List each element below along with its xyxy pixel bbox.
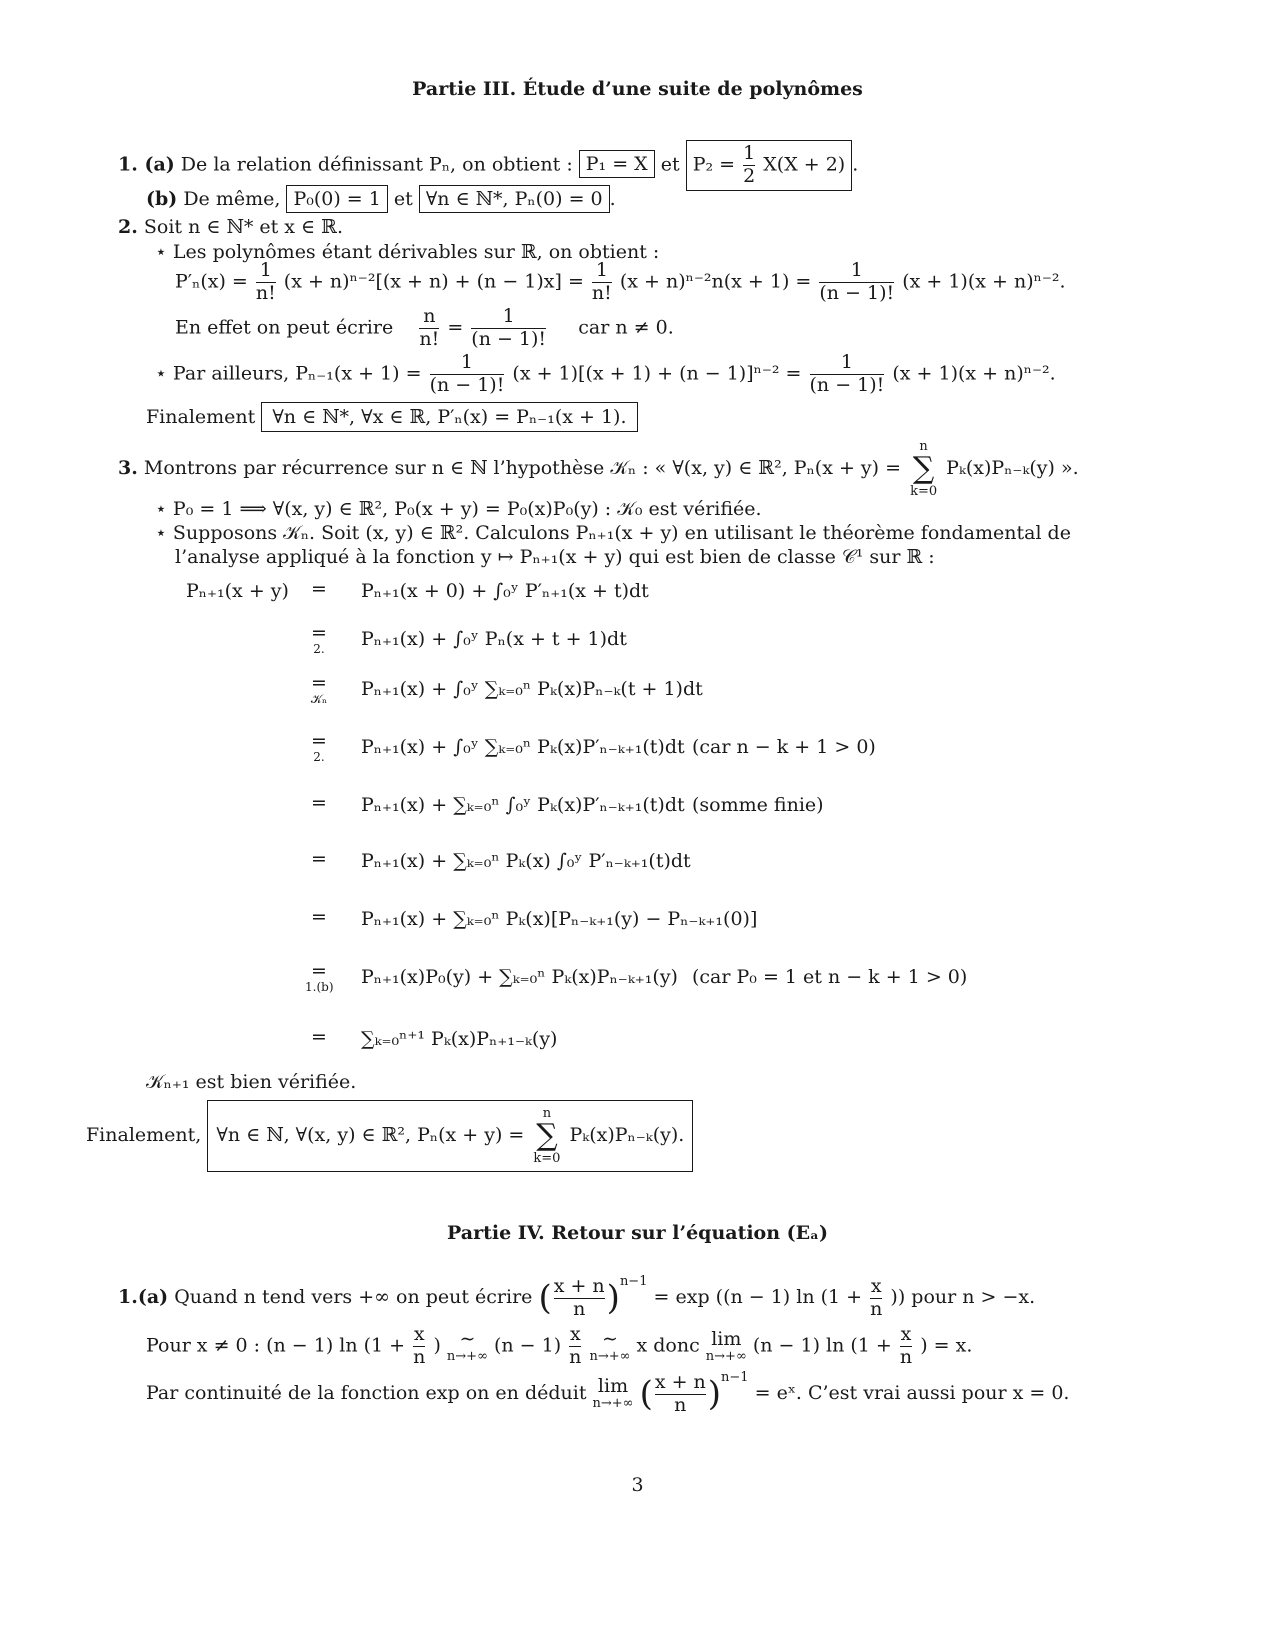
q3-star2-l1: ⋆ Supposons 𝒦ₙ. Soit (x, y) ∈ ℝ². Calculons Pₙ₊₁(x + y) en utilisant le théorème fondamental de [155, 522, 1071, 544]
relation-symbol: = [311, 622, 327, 644]
q2-eq1-frac2 [592, 260, 612, 305]
relation-justification: 2. [313, 642, 325, 656]
q2-eq1-a: P′ₙ(x) = [175, 270, 248, 293]
derivation-relation [305, 624, 333, 655]
q3-star1: ⋆ P₀ = 1 ⟹ ∀(x, y) ∈ ℝ², P₀(x + y) = P₀(x)P₀(y) : 𝒦₀ est vérifiée. [155, 498, 762, 520]
relation-symbol: = [311, 730, 327, 752]
q3-final [86, 1100, 693, 1172]
q3-text: Montrons par récurrence sur n ∈ ℕ l’hypothèse 𝒦ₙ : « ∀(x, y) ∈ ℝ², Pₙ(x + y) = [143, 456, 902, 479]
p4-l2-b: ) [433, 1334, 441, 1357]
q2-eq1-d: (x + 1)(x + n)ⁿ⁻². [902, 270, 1066, 293]
lim-word: lim [711, 1327, 742, 1350]
sum-symbol: ∑ [536, 1118, 558, 1153]
derivation-rhs: Pₙ₊₁(x) + ∑ₖ₌₀ⁿ Pₖ(x) ∫₀ʸ P′ₙ₋ₖ₊₁(t)dt [361, 850, 691, 872]
q1a-line: 1. (a) De la relation définissant Pₙ, on obtient : P₁ = X et P₂ = $\frac{1}{2}$ X(X + 2) . [118, 140, 858, 191]
q1a-box2-fraction [743, 143, 755, 188]
derivation-relation [305, 580, 333, 599]
frac-num: x [870, 1274, 882, 1297]
q2-effet-a: En effet on peut écrire [175, 316, 394, 339]
p4-l2-c: (n − 1) [493, 1334, 562, 1357]
p4-q1a-text: Quand n tend vers +∞ on peut écrire [174, 1286, 533, 1308]
part4-title: Partie IV. Retour sur l’équation (Eₐ) [447, 1222, 828, 1244]
sum-bottom: k=0 [533, 1150, 561, 1166]
q2-line [118, 216, 343, 240]
p4-l2-frac1 [413, 1324, 425, 1369]
p4-q1a-line: 1.(a) Quand n tend vers +∞ on peut écrire ( $\frac{x + n}{n}$ )$^{n-1}$ = exp ((n − 1) ln (1 + $\frac{x}{n}$ )) pour n > −x. [118, 1274, 1036, 1320]
q1a-box2 [686, 140, 853, 191]
lim-word: lim [597, 1375, 629, 1398]
derivation-rhs: Pₙ₊₁(x) + ∫₀ʸ ∑ₖ₌₀ⁿ Pₖ(x)Pₙ₋ₖ(t + 1)dt [361, 678, 703, 700]
frac-num: 1 [850, 259, 863, 281]
derivation-rhs: Pₙ₊₁(x) + ∫₀ʸ Pₙ(x + t + 1)dt [361, 628, 627, 650]
q1a-box1: P₁ = X [579, 150, 655, 178]
frac-num: n [423, 305, 436, 327]
p4-l3-frac [655, 1372, 706, 1417]
frac-den: n [655, 1394, 706, 1417]
q2-eq1-c: (x + n)ⁿ⁻²n(x + 1) = [619, 270, 812, 293]
relation-symbol: = [311, 848, 327, 870]
q2-effet-frac1 [419, 306, 439, 351]
q2-eq1-frac3 [819, 260, 894, 305]
q2-star2-c: (x + 1)(x + n)ⁿ⁻². [892, 362, 1056, 385]
q2-star1: ⋆ Les polynômes étant dérivables sur ℝ, on obtient : [155, 241, 660, 263]
derivation-relation [305, 962, 333, 993]
relation-symbol: = [311, 906, 327, 928]
relation-symbol: = [311, 960, 327, 982]
p4-l2-equiv1 [447, 1329, 488, 1364]
equiv-sub: n→+∞ [446, 1348, 488, 1364]
relation-symbol: = [311, 792, 327, 814]
q1b-et: et [393, 188, 413, 210]
frac-den: (n − 1)! [471, 327, 547, 350]
q1a-box2-post: X(X + 2) [763, 153, 846, 176]
q1a-box2-pre: P₂ = [692, 153, 736, 176]
derivation-relation [305, 794, 333, 813]
frac-den: n [413, 1345, 426, 1368]
q2-star2-frac1 [430, 352, 505, 397]
q1b-box1: P₀(0) = 1 [286, 185, 387, 213]
p4-line2 [146, 1324, 972, 1369]
q2-eq1-frac1 [256, 260, 276, 305]
derivation-relation [305, 674, 333, 705]
q2-star2-b: (x + 1)[(x + 1) + (n − 1)]ⁿ⁻² = [512, 362, 802, 385]
q3-text-end: Pₖ(x)Pₙ₋ₖ(y) ». [946, 456, 1079, 479]
q3-verified: 𝒦ₙ₊₁ est bien vérifiée. [146, 1071, 357, 1093]
q3-sum [910, 440, 937, 498]
derivation-note: (car n − k + 1 > 0) [692, 736, 876, 758]
p4-l2-lim [706, 1329, 747, 1364]
p4-l2-d: x donc [636, 1334, 700, 1357]
frac-den: n! [255, 281, 276, 304]
derivation-rhs: Pₙ₊₁(x) + ∫₀ʸ ∑ₖ₌₀ⁿ Pₖ(x)P′ₙ₋ₖ₊₁(t)dt [361, 736, 685, 758]
p4-l2-e: (n − 1) ln (1 + [752, 1334, 892, 1357]
p4-l2-frac3 [900, 1324, 912, 1369]
frac-den: n! [591, 281, 612, 304]
frac-num: x [569, 1323, 581, 1345]
derivation-rhs: Pₙ₊₁(x) + ∑ₖ₌₀ⁿ Pₖ(x)[Pₙ₋ₖ₊₁(y) − Pₙ₋ₖ₊₁(0)] [361, 908, 758, 930]
q2-eq1 [175, 260, 1066, 305]
frac-den: n [870, 1297, 883, 1320]
relation-justification: 1.(b) [305, 980, 334, 994]
p4-q1a-number: 1.(a) [118, 1286, 169, 1308]
frac-den: n! [419, 327, 440, 350]
q3-star2-l2: l’analyse appliqué à la fonction y ↦ Pₙ₊₁(x + y) qui est bien de classe 𝒞¹ sur ℝ : [175, 546, 935, 568]
relation-symbol: = [311, 672, 327, 694]
derivation-relation [305, 850, 333, 869]
frac-num: x [900, 1323, 912, 1345]
q1b-box2: ∀n ∈ ℕ*, Pₙ(0) = 0 [419, 185, 610, 213]
p4-q1a-end: )) pour n > −x. [890, 1286, 1036, 1308]
frac-den: (n − 1)! [429, 373, 505, 396]
page-number: 3 [631, 1474, 644, 1496]
q3-final-box [207, 1100, 693, 1172]
q2-final-a: Finalement [146, 406, 256, 428]
q2-effet [175, 306, 674, 351]
derivation-relation [305, 732, 333, 763]
frac-num: 1 [595, 259, 608, 281]
frac-num: 1 [460, 351, 473, 373]
q2-effet-frac2 [471, 306, 546, 351]
p4-l2-a: Pour x ≠ 0 : (n − 1) ln (1 + [146, 1334, 406, 1357]
frac-num: x + n [654, 1370, 706, 1393]
relation-symbol: = [311, 578, 327, 600]
frac-den: 2 [743, 164, 756, 187]
p4-l2-frac2 [569, 1324, 581, 1369]
sum-symbol: ∑ [912, 451, 935, 486]
q2-effet-b: car n ≠ 0. [578, 316, 674, 339]
p4-q1a-eq: = exp ((n − 1) ln (1 + [653, 1286, 863, 1308]
frac-den: (n − 1)! [819, 281, 895, 304]
q1a-number: 1. (a) [118, 153, 175, 176]
q2-star2-frac2 [810, 352, 885, 397]
frac-den: (n − 1)! [809, 373, 885, 396]
p4-l3-power: n−1 [721, 1370, 749, 1385]
derivation-rhs: Pₙ₊₁(x) + ∑ₖ₌₀ⁿ ∫₀ʸ Pₖ(x)P′ₙ₋ₖ₊₁(t)dt [361, 794, 685, 816]
equiv-symbol: ∼ [459, 1327, 476, 1350]
sum-bottom: k=0 [910, 483, 938, 499]
derivation-relation [305, 908, 333, 927]
p4-line3: Par continuité de la fonction exp on en déduit lim n→+∞ ( $\frac{x + n}{n}$ )$^{n-1}$ = eˣ. C’est vrai aussi pour x = 0. [146, 1370, 1070, 1416]
q3-final-box-a: ∀n ∈ ℕ, ∀(x, y) ∈ ℝ², Pₙ(x + y) = [216, 1123, 525, 1146]
relation-symbol: = [311, 1026, 327, 1048]
q2-eq1-b: (x + n)ⁿ⁻²[(x + n) + (n − 1)x] = [283, 270, 584, 293]
frac-num: 1 [743, 142, 756, 164]
p4-q1a-frac [554, 1276, 605, 1321]
frac-num: 1 [840, 351, 853, 373]
frac-num: x + n [553, 1274, 605, 1297]
q1a-text: De la relation définissant Pₙ, on obtient : [180, 153, 573, 176]
derivation-note: (somme finie) [692, 794, 824, 816]
q3-statement [118, 440, 1079, 498]
q2-text: Soit n ∈ ℕ* et x ∈ ℝ. [143, 216, 343, 238]
q3-final-a: Finalement, [86, 1123, 202, 1146]
sum-top: n [542, 1106, 552, 1121]
p4-l3-a: Par continuité de la fonction exp on en déduit [146, 1382, 587, 1404]
sum-top: n [919, 439, 928, 454]
relation-justification: 𝒦ₙ [310, 692, 328, 706]
part3-title: Partie III. Étude d’une suite de polynômes [412, 78, 863, 100]
derivation-rhs: Pₙ₊₁(x + 0) + ∫₀ʸ P′ₙ₊₁(x + t)dt [361, 580, 649, 602]
equiv-sub: n→+∞ [589, 1348, 631, 1364]
q2-final-box: ∀n ∈ ℕ*, ∀x ∈ ℝ, P′ₙ(x) = Pₙ₋₁(x + 1). [261, 402, 637, 432]
frac-den: n [899, 1345, 913, 1368]
p4-q1a-power: n−1 [619, 1274, 648, 1289]
frac-num: 1 [502, 305, 515, 327]
p4-l3-b: = eˣ. C’est vrai aussi pour x = 0. [754, 1382, 1070, 1404]
q2-number: 2. [118, 216, 138, 238]
p4-l2-equiv2 [589, 1329, 630, 1364]
relation-justification: 2. [313, 750, 325, 764]
q1b-number: (b) [146, 188, 178, 210]
q2-star2-a: ⋆ Par ailleurs, Pₙ₋₁(x + 1) = [155, 362, 422, 385]
lim-sub: n→+∞ [592, 1396, 634, 1412]
derivation-note: (car P₀ = 1 et n − k + 1 > 0) [692, 966, 968, 988]
q2-effet-eq: = [447, 316, 464, 339]
q1b-text: De même, [183, 188, 281, 210]
q3-lhs: Pₙ₊₁(x + y) [186, 580, 289, 602]
q2-star2 [155, 352, 1056, 397]
frac-num: x [413, 1323, 425, 1345]
frac-num: 1 [259, 259, 272, 281]
derivation-relation [305, 1028, 333, 1047]
frac-den: n [569, 1345, 582, 1368]
lim-sub: n→+∞ [705, 1348, 747, 1364]
q3-final-box-b: Pₖ(x)Pₙ₋ₖ(y). [569, 1123, 685, 1146]
equiv-symbol: ∼ [602, 1327, 618, 1350]
derivation-rhs: Pₙ₊₁(x)P₀(y) + ∑ₖ₌₀ⁿ Pₖ(x)Pₙ₋ₖ₊₁(y) [361, 966, 678, 988]
p4-l3-lim [593, 1376, 634, 1411]
q2-final [146, 406, 638, 430]
q1b-line: (b) De même, P₀(0) = 1 et ∀n ∈ ℕ*, Pₙ(0) = 0 . [146, 188, 616, 212]
q1a-et: et [660, 153, 680, 176]
q3-final-sum [533, 1107, 560, 1165]
p4-q1a-frac2 [870, 1276, 882, 1321]
p4-l2-f: ) = x. [920, 1334, 973, 1357]
derivation-rhs: ∑ₖ₌₀ⁿ⁺¹ Pₖ(x)Pₙ₊₁₋ₖ(y) [361, 1028, 558, 1050]
q3-number: 3. [118, 456, 138, 479]
frac-den: n [554, 1298, 605, 1321]
